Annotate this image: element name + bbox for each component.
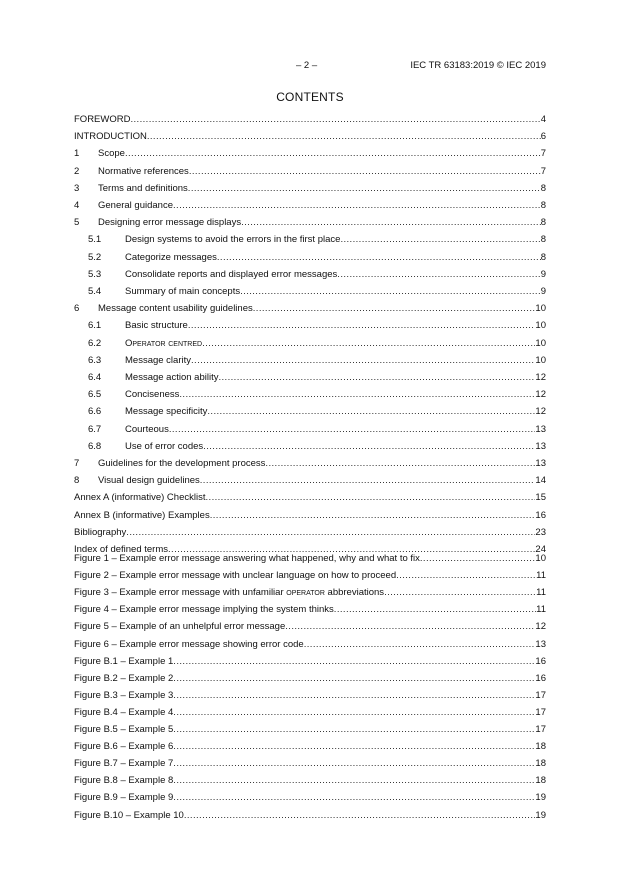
toc-leader-dots: [125, 148, 541, 159]
toc-leader-dots: [173, 200, 541, 211]
toc-entry[interactable]: [74, 131, 546, 144]
toc-entry-title: Message clarity: [125, 354, 191, 366]
toc-entry-number: 1: [74, 148, 80, 160]
toc-entry-number: 6.7: [88, 423, 102, 435]
figure-leader-dots: [173, 741, 535, 752]
toc-entry[interactable]: [88, 372, 546, 385]
toc-entry-title: Consolidate reports and displayed error messages: [125, 268, 338, 280]
toc-leader-dots: [200, 475, 536, 486]
toc-entry[interactable]: [88, 406, 546, 419]
toc-entry[interactable]: [88, 269, 546, 282]
toc-entry-title: Guidelines for the development process: [98, 458, 266, 469]
toc-leader-dots: [265, 458, 535, 469]
figure-entry[interactable]: [74, 673, 546, 686]
figure-entry[interactable]: [74, 724, 546, 737]
toc-entry-page: 16: [535, 509, 546, 521]
toc-entry[interactable]: [88, 286, 546, 299]
toc-entry[interactable]: [74, 527, 546, 540]
toc-leader-dots: [169, 424, 536, 435]
figure-entry-title: Figure B.4 – Example 4: [74, 706, 174, 718]
toc-entry[interactable]: [88, 234, 546, 247]
figure-entry-title: Figure B.10 – Example 10: [74, 809, 184, 821]
figure-entry[interactable]: [74, 656, 546, 669]
toc-leader-dots: [218, 372, 535, 383]
toc-entry-number: 8: [74, 475, 80, 487]
toc-entry-title: FOREWORD: [74, 114, 131, 125]
figure-leader-dots: [173, 775, 535, 786]
figure-entry-page: 18: [535, 741, 546, 753]
figure-leader-dots: [384, 587, 536, 598]
figure-leader-dots: [334, 604, 536, 615]
figure-entry-page: 16: [535, 655, 546, 667]
figure-leader-dots: [173, 690, 535, 701]
figure-entry-title: Figure B.2 – Example 2: [74, 672, 174, 684]
figure-entry-page: 17: [535, 724, 546, 735]
toc-entry-page: 15: [535, 492, 546, 504]
toc-entry-page: 8: [540, 234, 546, 246]
toc-entry-page: 7: [540, 165, 546, 177]
toc-entry[interactable]: [74, 217, 546, 230]
toc-entry-number: 5.4: [88, 286, 102, 297]
toc-entry-page: 13: [535, 423, 546, 435]
page-header: [0, 60, 620, 74]
toc-entry-title: Operator centred: [125, 337, 203, 349]
figure-entry-title: Figure B.5 – Example 5: [74, 724, 174, 735]
toc-entry-title: Message specificity: [125, 406, 208, 418]
toc-leader-dots: [253, 303, 536, 314]
figure-entry[interactable]: [74, 810, 546, 823]
figure-entry-page: 19: [535, 792, 546, 804]
toc-entry-page: 6: [540, 131, 546, 143]
toc-entry[interactable]: [88, 338, 546, 351]
toc-entry[interactable]: [74, 200, 546, 213]
toc-entry-page: 12: [535, 389, 546, 401]
figure-entry-title: Figure 1 – Example error message answering what happened, why and what to fix: [74, 553, 420, 564]
toc-entry-number: 5.2: [88, 251, 102, 263]
toc-entry-title: Basic structure: [125, 320, 188, 332]
toc-leader-dots: [205, 492, 535, 503]
figure-entry-title: Figure B.6 – Example 6: [74, 741, 174, 753]
toc-entry[interactable]: [88, 441, 546, 454]
toc-entry-title: Index of defined terms: [74, 544, 168, 555]
figure-entry-title: Figure 6 – Example error message showing error code: [74, 638, 304, 650]
toc-leader-dots: [188, 183, 541, 194]
toc-entry-title: Normative references: [98, 165, 189, 177]
contents-title: CONTENTS: [276, 90, 344, 104]
toc-entry-page: 4: [540, 114, 546, 125]
toc-entry-page: 12: [535, 372, 546, 383]
toc-entry-number: 6.3: [88, 354, 102, 366]
figure-leader-dots: [184, 810, 536, 821]
figure-leader-dots: [304, 639, 536, 650]
figure-entry-title: Figure 2 – Example error message with unclear language on how to proceed: [74, 570, 397, 582]
toc-leader-dots: [337, 269, 540, 280]
figure-entry[interactable]: [74, 690, 546, 703]
toc-entry[interactable]: [74, 492, 546, 505]
toc-entry-title: Visual design guidelines: [98, 475, 200, 487]
figure-entry-title: Figure B.8 – Example 8: [74, 775, 174, 787]
figure-entry-title: Figure 5 – Example of an unhelpful error message: [74, 621, 286, 633]
toc-leader-dots: [189, 166, 541, 177]
toc-entry-page: 8: [540, 182, 546, 194]
figure-entry-title: Figure B.7 – Example 7: [74, 758, 174, 770]
toc-entry-title: Annex A (informative) Checklist: [74, 492, 206, 504]
toc-entry-page: 8: [540, 217, 546, 229]
toc-entry[interactable]: [88, 355, 546, 368]
toc-entry-number: 6.1: [88, 320, 102, 332]
toc-leader-dots: [203, 441, 535, 452]
figure-entry[interactable]: [74, 621, 546, 634]
toc-entry-number: 6: [74, 303, 80, 315]
toc-leader-dots: [147, 131, 541, 142]
figure-entry-page: 17: [535, 689, 546, 701]
page-number: – 2 –: [296, 60, 318, 71]
figure-leader-dots: [420, 553, 536, 564]
toc-leader-dots: [340, 234, 540, 245]
toc-entry-title: Terms and definitions: [98, 182, 188, 194]
toc-leader-dots: [210, 510, 536, 521]
figure-entry-title: Figure B.3 – Example 3: [74, 689, 174, 701]
figure-entry-title: Figure B.9 – Example 9: [74, 792, 174, 804]
figure-entry[interactable]: [74, 792, 546, 805]
figure-leader-dots: [173, 792, 535, 803]
figure-entry-page: 11: [536, 604, 546, 616]
figure-entry-page: 11: [536, 570, 546, 582]
toc-entry-title: Use of error codes: [125, 440, 204, 452]
toc-entry-title: General guidance: [98, 200, 173, 211]
toc-leader-dots: [240, 286, 541, 297]
toc-entry-page: 9: [540, 286, 546, 297]
figure-entry[interactable]: [74, 587, 546, 600]
figure-entry-page: 16: [535, 672, 546, 684]
figure-leader-dots: [173, 724, 535, 735]
toc-entry-number: 5: [74, 217, 80, 229]
figure-entry[interactable]: [74, 604, 546, 617]
toc-entry-number: 6.6: [88, 406, 102, 418]
figure-entry[interactable]: [74, 758, 546, 771]
figure-entry-page: 19: [535, 809, 546, 821]
toc-entry-title: Bibliography: [74, 526, 127, 538]
toc-entry[interactable]: [88, 424, 546, 437]
figure-entry-page: 10: [535, 553, 546, 564]
toc-entry-number: 6.2: [88, 337, 102, 349]
toc-leader-dots: [202, 338, 535, 349]
figure-entry[interactable]: [74, 775, 546, 788]
figure-entry-page: 18: [535, 775, 546, 787]
toc-entry-page: 13: [535, 440, 546, 452]
toc-entry-title: Categorize messages: [125, 251, 217, 263]
toc-entry-page: 14: [535, 475, 546, 487]
figure-leader-dots: [173, 656, 535, 667]
toc-entry[interactable]: [74, 114, 546, 127]
toc-entry-title: Design systems to avoid the errors in the first place: [125, 234, 341, 246]
toc-entry-number: 6.4: [88, 372, 102, 383]
figure-entry[interactable]: [74, 570, 546, 583]
toc-entry-title: INTRODUCTION: [74, 131, 147, 143]
figure-entry[interactable]: [74, 639, 546, 652]
figure-entry-page: 11: [536, 587, 546, 599]
toc-entry-number: 7: [74, 458, 80, 469]
toc-leader-dots: [130, 114, 540, 125]
toc-entry[interactable]: [74, 166, 546, 179]
toc-leader-dots: [207, 406, 535, 417]
toc-entry[interactable]: [74, 475, 546, 488]
toc-entry-page: 24: [535, 544, 546, 555]
toc-entry[interactable]: [88, 320, 546, 333]
toc-entry[interactable]: [74, 458, 546, 471]
figure-entry[interactable]: [74, 741, 546, 754]
toc-entry-title: Annex B (informative) Examples: [74, 509, 210, 521]
figure-entry-page: 17: [535, 706, 546, 718]
toc-entry-number: 5.3: [88, 268, 102, 280]
figure-leader-dots: [173, 758, 535, 769]
figure-entry-title: Figure 3 – Example error message with unfamiliar operator abbreviations: [74, 587, 385, 599]
toc-entry-page: 10: [535, 337, 546, 349]
toc-leader-dots: [188, 320, 536, 331]
toc-leader-dots: [191, 355, 535, 366]
figure-leader-dots: [396, 570, 536, 581]
toc-entry-title: Courteous: [125, 423, 169, 435]
toc-entry-title: Summary of main concepts: [125, 286, 241, 297]
toc-entry-page: 8: [540, 251, 546, 263]
toc-entry-page: 13: [535, 458, 546, 469]
toc-leader-dots: [241, 217, 541, 228]
toc-entry-number: 2: [74, 165, 80, 177]
figure-leader-dots: [173, 673, 535, 684]
figure-entry-page: 13: [535, 638, 546, 650]
toc-entry-number: 6.8: [88, 440, 102, 452]
toc-entry-page: 9: [540, 268, 546, 280]
toc-entry[interactable]: [88, 389, 546, 402]
figure-entry-page: 12: [535, 621, 546, 633]
figure-entry-page: 18: [535, 758, 546, 770]
toc-entry-title: Conciseness: [125, 389, 180, 401]
toc-entry-number: 6.5: [88, 389, 102, 401]
toc-entry-number: 3: [74, 182, 80, 194]
document-id: IEC TR 63183:2019 © IEC 2019: [410, 60, 546, 71]
toc-leader-dots: [179, 389, 535, 400]
toc-entry-page: 7: [540, 148, 546, 160]
figure-leader-dots: [173, 707, 535, 718]
toc-entry[interactable]: [74, 510, 546, 523]
toc-entry-title: Scope: [98, 148, 125, 160]
toc-entry[interactable]: [74, 183, 546, 196]
toc-entry-page: 8: [540, 200, 546, 211]
figure-leader-dots: [285, 621, 535, 632]
toc-leader-dots: [126, 527, 535, 538]
toc-entry-title: Designing error message displays: [98, 217, 242, 229]
toc-entry-number: 4: [74, 200, 80, 211]
toc-entry-page: 23: [535, 526, 546, 538]
figure-entry[interactable]: [74, 707, 546, 720]
toc-entry-page: 10: [535, 320, 546, 332]
toc-entry-title: Message action ability: [125, 372, 219, 383]
toc-entry-page: 10: [535, 354, 546, 366]
toc-entry[interactable]: [74, 148, 546, 161]
toc-entry-title: Message content usability guidelines: [98, 303, 253, 315]
toc-entry-page: 12: [535, 406, 546, 418]
figure-entry[interactable]: [74, 553, 546, 566]
figure-entry-title: Figure B.1 – Example 1: [74, 655, 174, 667]
toc-entry[interactable]: [88, 252, 546, 265]
toc-entry-number: 5.1: [88, 234, 102, 246]
toc-entry-page: 10: [535, 303, 546, 315]
toc-entry[interactable]: [74, 303, 546, 316]
figure-entry-title: Figure 4 – Example error message implying the system thinks: [74, 604, 334, 616]
toc-leader-dots: [217, 252, 541, 263]
